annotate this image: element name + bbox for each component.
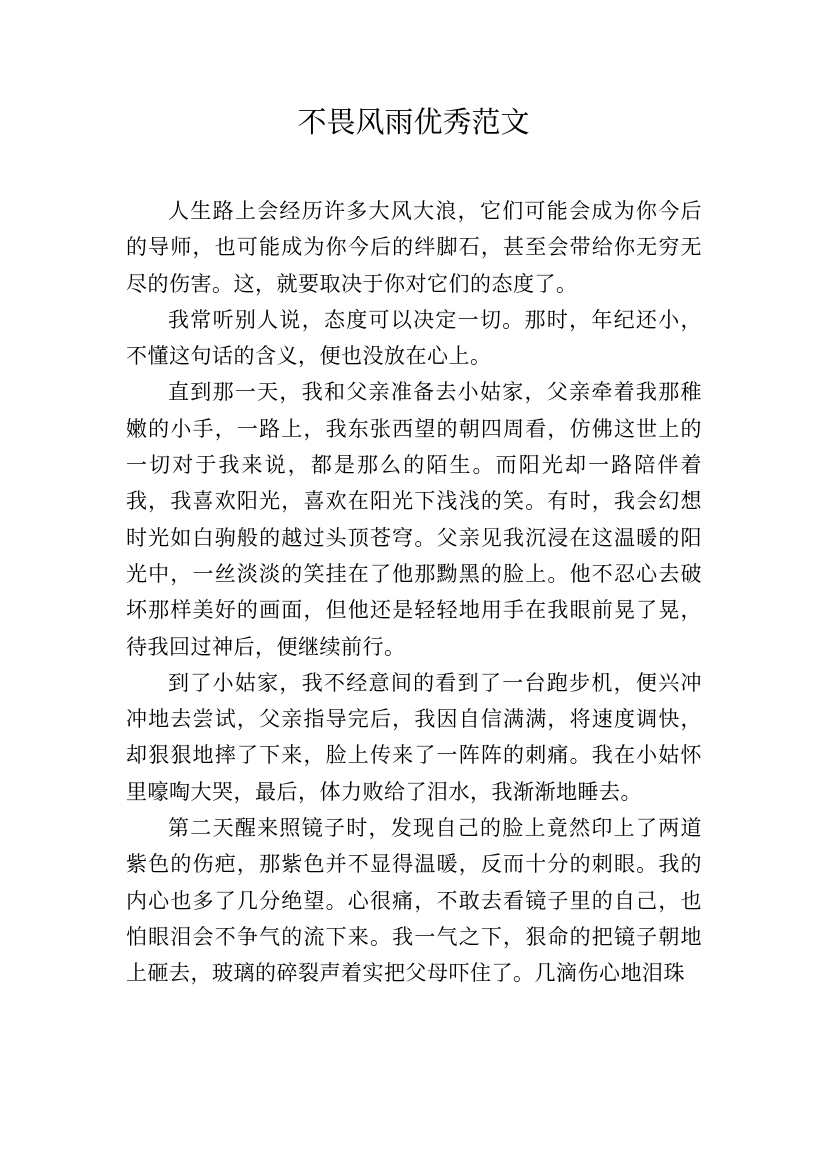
paragraph-2: 我常听别人说，态度可以决定一切。那时，年纪还小，不懂这句话的含义，便也没放在心上。 — [126, 307, 702, 369]
paragraph-3: 直到那一天，我和父亲准备去小姑家，父亲牵着我那稚嫩的小手，一路上，我东张西望的朝四周看，仿佛这世上的一切对于我来说，都是那么的陌生。而阳光却一路陪伴着我，我喜欢阳光，喜欢在阳光下浅浅的笑。有时，我会幻想时光如白驹般的越过头顶苍穹。父亲见我沉浸在这温暖的阳光中，一丝淡淡的笑挂在了他那黝黑的脸上。他不忍心去破坏那样美好的画面，但他还是轻轻地用手在我眼前晃了晃，待我回过神后，便继续前行。 — [126, 380, 702, 659]
paragraph-5: 第二天醒来照镜子时，发现自己的脸上竟然印上了两道紫色的伤疤，那紫色并不显得温暖，反而十分的刺眼。我的内心也多了几分绝望。心很痛，不敢去看镜子里的自己，也怕眼泪会不争气的流下来。我一气之下，狠命的把镜子朝地上砸去，玻璃的碎裂声着实把父母吓住了。几滴伤心地泪珠 — [126, 816, 702, 986]
paragraph-1: 人生路上会经历许多大风大浪，它们可能会成为你今后的导师，也可能成为你今后的绊脚石，甚至会带给你无穷无尽的伤害。这，就要取决于你对它们的态度了。 — [126, 199, 702, 296]
document-title: 不畏风雨优秀范文 — [297, 105, 530, 139]
paragraph-4: 到了小姑家，我不经意间的看到了一台跑步机，便兴冲冲地去尝试，父亲指导完后，我因自信满满，将速度调快，却狠狠地摔了下来，脸上传来了一阵阵的刺痛。我在小姑怀里嚎啕大哭，最后，体力败给了泪水，我渐渐地睡去。 — [126, 670, 702, 804]
document-body — [126, 193, 702, 992]
